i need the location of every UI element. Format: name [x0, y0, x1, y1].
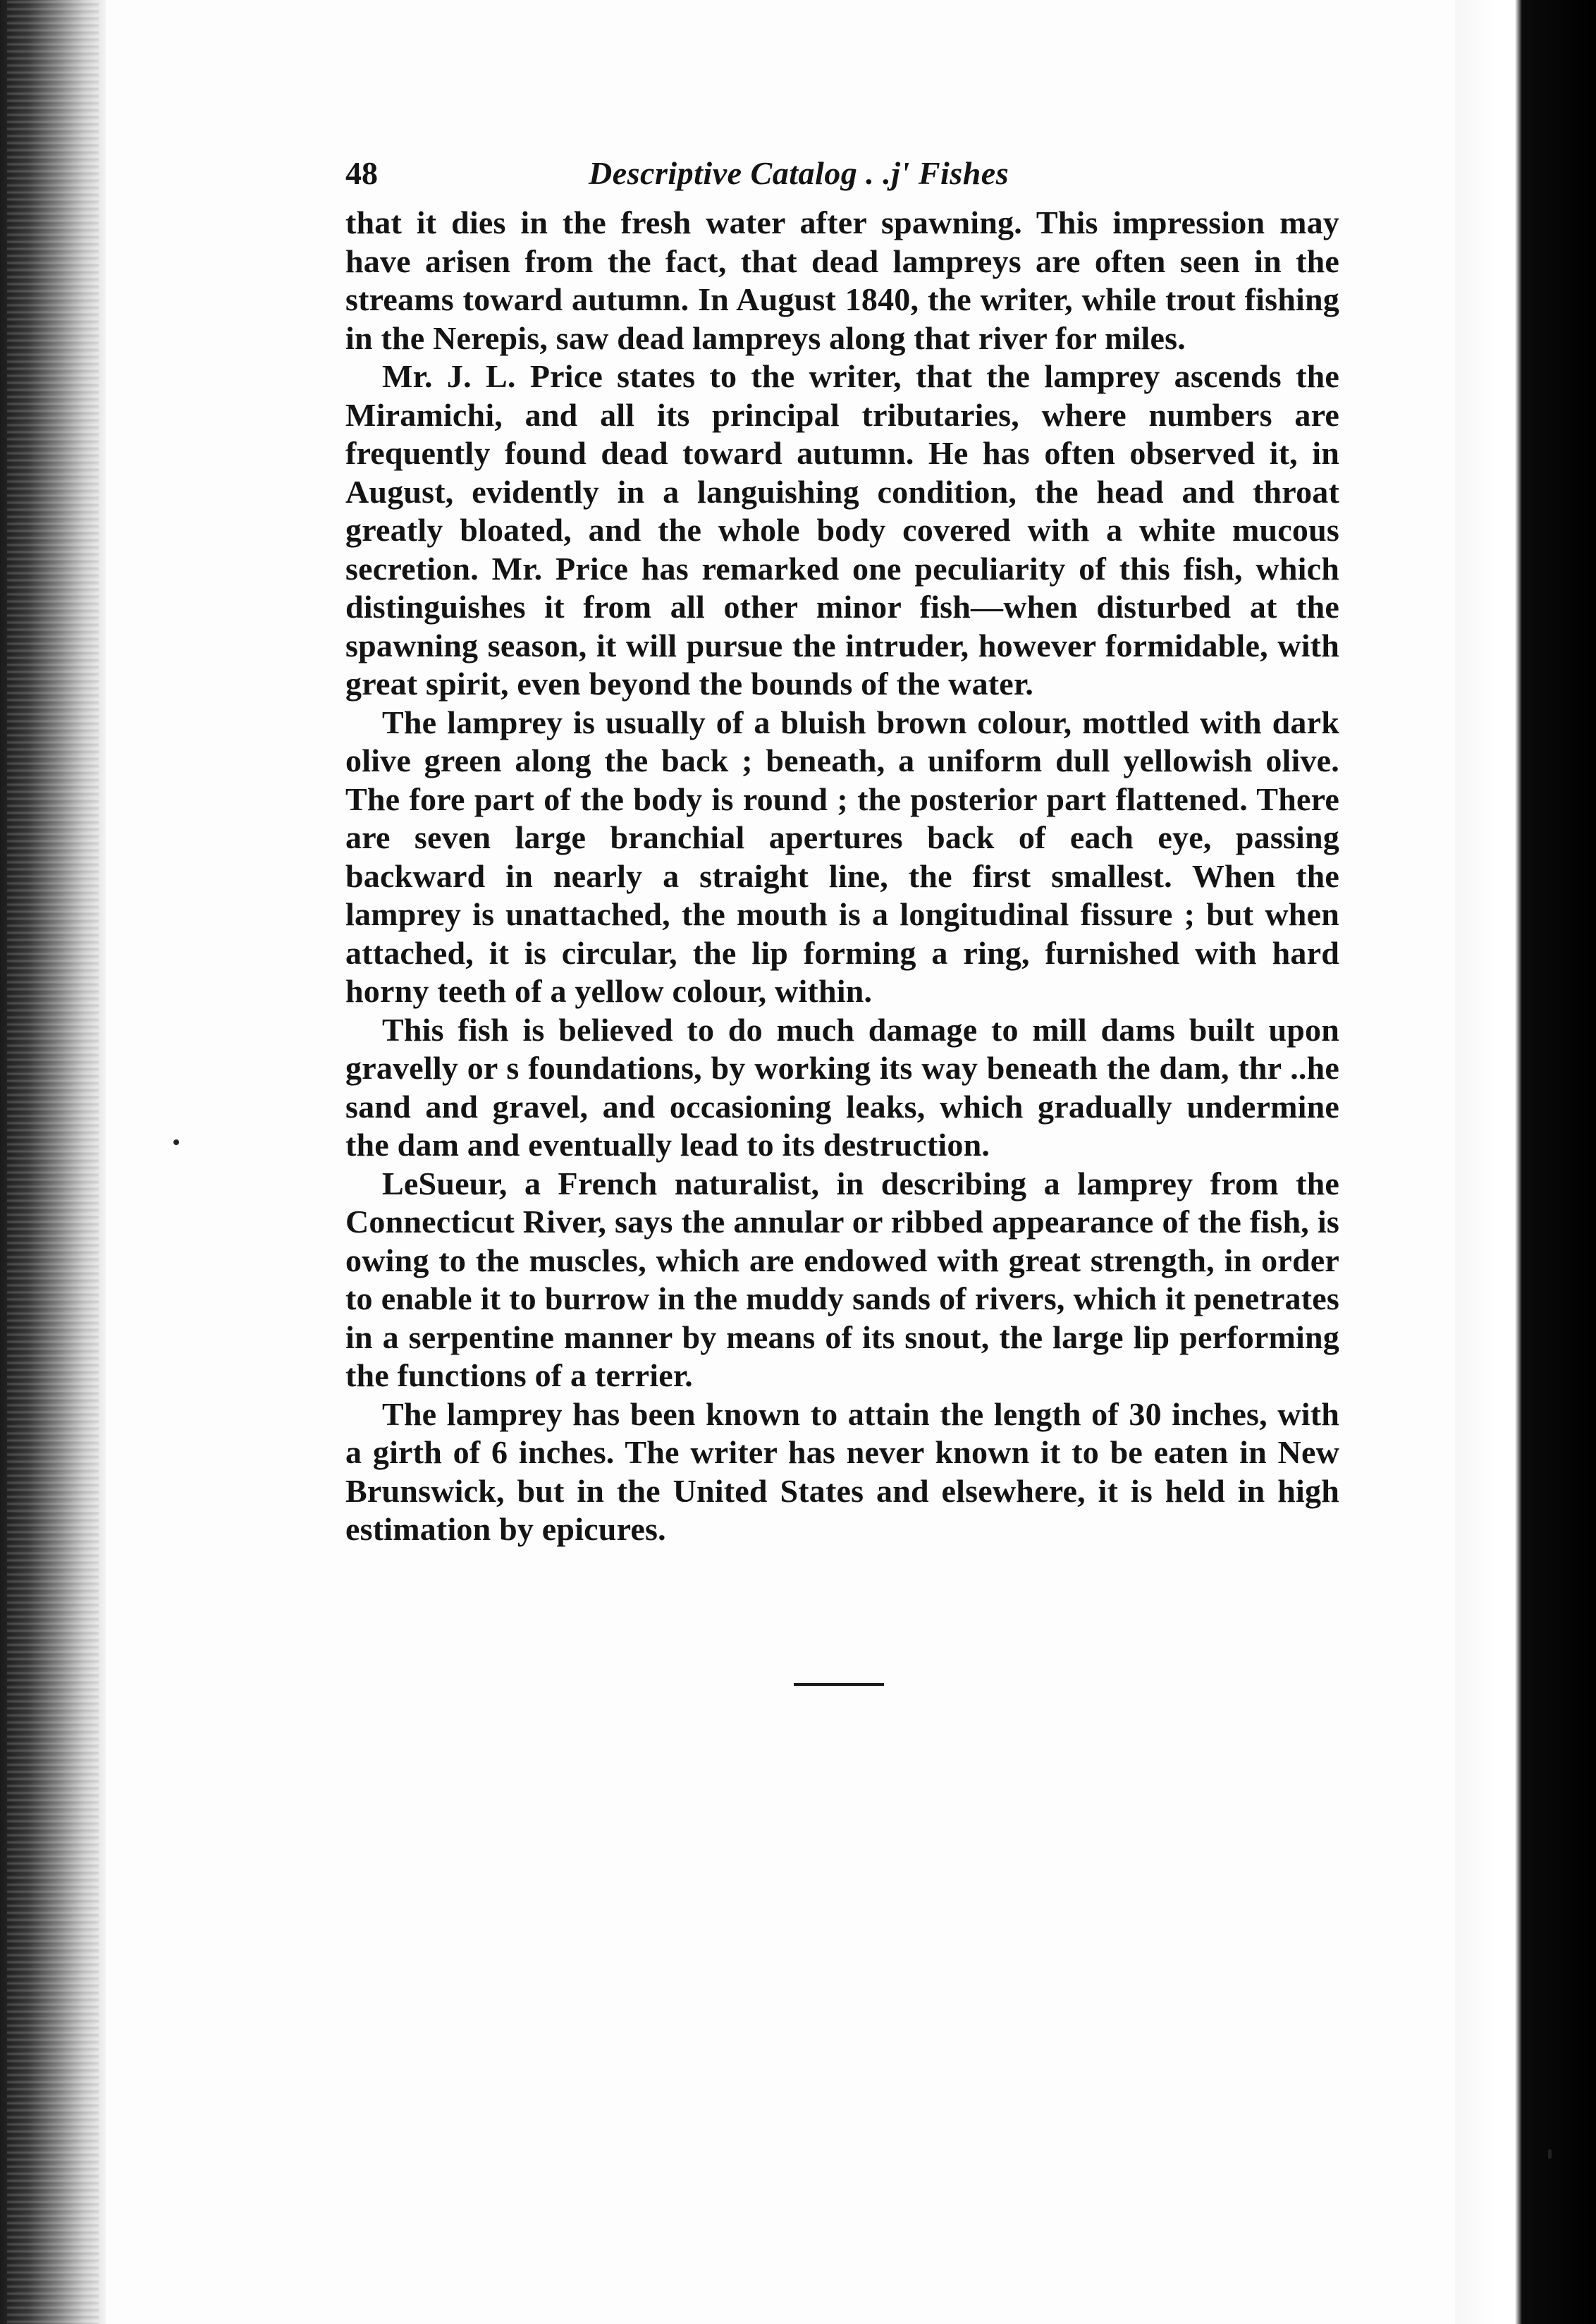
- facing-page-edge: [1455, 0, 1596, 2324]
- paragraph: LeSueur, a French naturalist, in describing a lamprey from the Connecticut River, says the annular or ribbed appearance of the fish, is owing to the muscles, which are endowed with great strength, in order to enable it to burrow in the muddy sands of rivers, which it penetrates in a serpentine manner by means of its snout, the large lip performing the functions of a terrier.: [345, 1165, 1339, 1393]
- body-text: [345, 204, 1339, 1549]
- ink-speck: [173, 1139, 179, 1145]
- page-content: [345, 145, 1339, 1686]
- page-header: [345, 145, 1339, 204]
- paragraph: Mr. J. L. Price states to the writer, that the lamprey ascends the Miramichi, and all its principal tributaries, where numbers are frequently found dead toward autumn. He has often observed it, in August, evidently in a languishing condition, the head and throat greatly bloated, and the whole body covered with a white mucous secretion. Mr. Price has remarked one peculiarity of this fish, which distinguishes it from all other minor fish—when disturbed at the spawning season, it will pursue the intruder, however formidable, with great spirit, even beyond the bounds of the water.: [345, 358, 1339, 702]
- paragraph: This fish is believed to do much damage to mill dams built upon gravelly or s foundations, by working its way beneath the dam, thr ..he sand and gravel, and occasioning leaks, which gradually undermine the dam and eventually lead to its destruction.: [345, 1011, 1339, 1163]
- paragraph: that it dies in the fresh water after spawning. This impression may have arisen from the fact, that dead lampreys are often seen in the streams toward autumn. In August 1840, the writer, while trout fishing in the Nerepis, saw dead lampreys along that river for miles.: [345, 204, 1339, 356]
- paragraph: The lamprey has been known to attain the length of 30 inches, with a girth of 6 inches. The writer has never known it to be eaten in New Brunswick, but in the United States and elsewhere, it is held in high estimation by epicures.: [345, 1395, 1339, 1547]
- running-title: Descriptive Catalog . .j' Fishes: [589, 155, 1009, 191]
- paragraph: The lamprey is usually of a bluish brown colour, mottled with dark olive green along the back ; beneath, a uniform dull yellowish olive. The fore part of the body is round ; the posterior part flattened. There are seven large branchial apertures back of each eye, passing backward in nearly a straight line, the first smallest. When the lamprey is unattached, the mouth is a longitudinal fissure ; but when attached, it is circular, the lip forming a ring, furnished with hard horny teeth of a yellow colour, within.: [345, 704, 1339, 1009]
- binding-texture: [7, 0, 99, 2324]
- page-number: 48: [345, 155, 378, 191]
- ink-speck: [1548, 2149, 1552, 2159]
- section-rule: [794, 1683, 884, 1686]
